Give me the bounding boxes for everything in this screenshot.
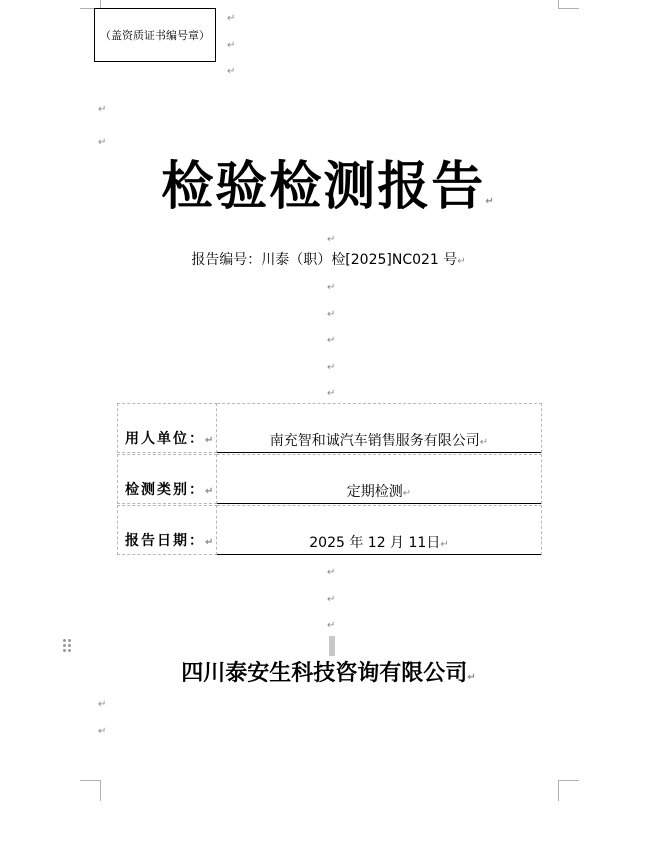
company-name[interactable]: 四川泰安生科技咨询有限公司↵ [181, 660, 476, 686]
value-report-date[interactable]: 2025 年 12 月 11日↵ [217, 505, 542, 555]
paragraph-mark-icon: ↵ [327, 594, 336, 605]
crop-mark-bottom-left [80, 780, 101, 801]
paragraph-mark-icon: ↵ [227, 66, 236, 77]
paragraph-mark-icon: ↵ [327, 309, 336, 320]
report-title[interactable]: 检验检测报告↵ [161, 157, 496, 217]
underline [217, 503, 541, 504]
paragraph-mark-icon: ↵ [327, 335, 336, 346]
paragraph-mark-icon: ↵ [205, 537, 216, 548]
paragraph-mark-icon: ↵ [227, 13, 236, 24]
qualification-stamp-box [94, 8, 216, 62]
paragraph-mark-icon: ↵ [327, 567, 336, 578]
label-test-category[interactable]: 检测类别：↵ [117, 454, 217, 504]
stamp-box-text: （盖资质证书编号章） [100, 29, 210, 42]
paragraph-mark-icon: ↵ [402, 488, 412, 499]
paragraph-mark-icon: ↵ [327, 234, 336, 245]
paragraph-mark-icon: ↵ [327, 620, 336, 631]
crop-mark-bottom-right [558, 780, 579, 801]
text-cursor [329, 636, 335, 656]
crop-mark-top-right [558, 0, 579, 9]
paragraph-mark-icon: ↵ [457, 256, 466, 267]
label-report-date[interactable]: 报告日期：↵ [117, 505, 217, 555]
value-employer[interactable]: 南充智和诚汽车销售服务有限公司↵ [217, 403, 542, 453]
paragraph-mark-icon: ↵ [327, 388, 336, 399]
paragraph-mark-icon: ↵ [98, 104, 107, 115]
underline [217, 452, 541, 453]
paragraph-mark-icon: ↵ [98, 137, 107, 148]
drag-handle-icon[interactable] [63, 639, 73, 655]
paragraph-mark-icon: ↵ [440, 539, 449, 550]
paragraph-mark-icon: ↵ [98, 699, 107, 710]
paragraph-mark-icon: ↵ [467, 672, 476, 683]
paragraph-mark-icon: ↵ [205, 435, 216, 446]
value-test-category[interactable]: 定期检测↵ [217, 454, 542, 504]
report-info-table [117, 403, 542, 555]
report-number[interactable]: 报告编号：川泰（职）检[2025]NC021 号↵ [191, 252, 466, 268]
paragraph-mark-icon: ↵ [327, 282, 336, 293]
underline [217, 554, 541, 555]
paragraph-mark-icon: ↵ [227, 40, 236, 51]
paragraph-mark-icon: ↵ [327, 362, 336, 373]
paragraph-mark-icon: ↵ [98, 726, 107, 737]
label-employer[interactable]: 用人单位：↵ [117, 403, 217, 453]
paragraph-mark-icon: ↵ [479, 437, 489, 448]
paragraph-mark-icon: ↵ [485, 196, 496, 207]
paragraph-mark-icon: ↵ [205, 486, 216, 497]
